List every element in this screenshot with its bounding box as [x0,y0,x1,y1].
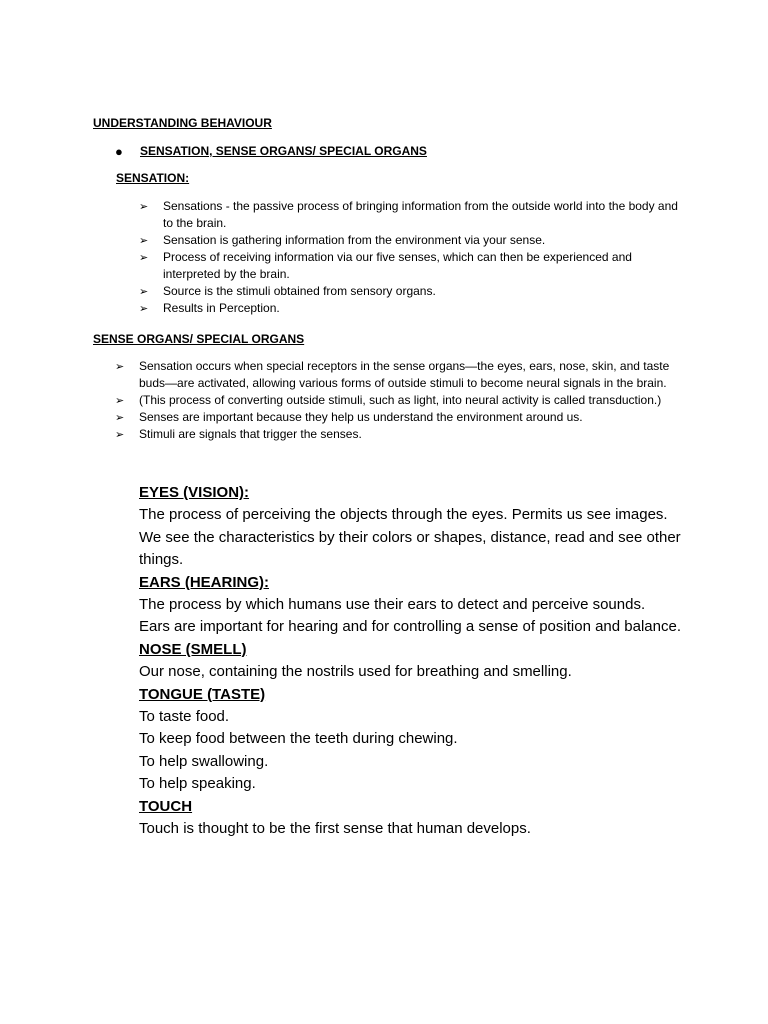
list-item [115,409,681,426]
eyes-heading: EYES (VISION): [139,484,250,501]
list-item [139,249,679,283]
senses-section [139,482,694,841]
list-item [115,426,681,443]
nose-text: Our nose, containing the nostrils used for breathing and smelling. [139,663,572,681]
arrow-bullet-icon: ➢ [115,360,125,373]
arrow-bullet-icon: ➢ [115,411,125,424]
ears-heading: EARS (HEARING): [139,573,269,591]
tongue-text: To help speaking. [139,775,256,793]
list-item [139,232,679,249]
arrow-bullet-icon: ➢ [139,234,149,247]
list-item [139,198,679,232]
list-item-text: Sensation occurs when special receptors in the sense organs—the eyes, ears, nose, skin, and taste buds—are activated, allowing various forms of outside stimuli to become neural signals in the brain. [139,359,670,390]
touch-text: Touch is thought to be the first sense that human develops. [139,820,531,838]
arrow-bullet-icon: ➢ [139,200,149,213]
touch-heading: TOUCH [139,797,193,815]
arrow-bullet-icon: ➢ [139,251,149,264]
sensation-list [139,198,679,317]
list-item-text: Senses are important because they help us understand the environment around us. [139,410,583,424]
list-item-text: (This process of converting outside stimuli, such as light, into neural activity is called transduction.) [139,393,662,407]
document-title: UNDERSTANDING BEHAVIOUR [93,116,272,130]
list-item-text: Process of receiving information via our five senses, which can then be experienced and interpreted by the brain. [163,250,632,281]
list-item [115,358,681,392]
arrow-bullet-icon: ➢ [115,394,125,407]
arrow-bullet-icon: ➢ [115,428,125,441]
arrow-bullet-icon: ➢ [139,302,149,315]
eyes-text: We see the characteristics by their colors or shapes, distance, read and see other things. [139,528,681,569]
tongue-text: To keep food between the teeth during chewing. [139,730,458,748]
tongue-heading: TONGUE (TASTE) [139,685,266,703]
sense-organs-list [115,358,681,443]
list-item-text: Sensations - the passive process of bringing information from the outside world into the body and to the brain. [163,199,678,230]
list-item-text: Source is the stimuli obtained from sensory organs. [163,284,436,298]
bullet-heading: SENSATION, SENSE ORGANS/ SPECIAL ORGANS [140,144,427,158]
list-item [139,300,679,317]
ears-text: Ears are important for hearing and for controlling a sense of position and balance. [139,618,681,636]
list-item [139,283,679,300]
sensation-heading: SENSATION: [116,171,190,185]
list-item-text: Stimuli are signals that trigger the senses. [139,427,362,441]
ears-text: The process by which humans use their ears to detect and perceive sounds. [139,596,646,614]
bullet-icon: ● [115,144,123,159]
list-item-text: Results in Perception. [163,301,280,315]
list-item [115,392,681,409]
tongue-text: To taste food. [139,708,230,726]
arrow-bullet-icon: ➢ [139,285,149,298]
nose-heading: NOSE (SMELL) [139,640,247,658]
list-item-text: Sensation is gathering information from the environment via your sense. [163,233,546,247]
tongue-text: To help swallowing. [139,752,269,770]
eyes-text: The process of perceiving the objects through the eyes. Permits us see images. [139,506,668,524]
sense-organs-heading: SENSE ORGANS/ SPECIAL ORGANS [93,332,305,346]
